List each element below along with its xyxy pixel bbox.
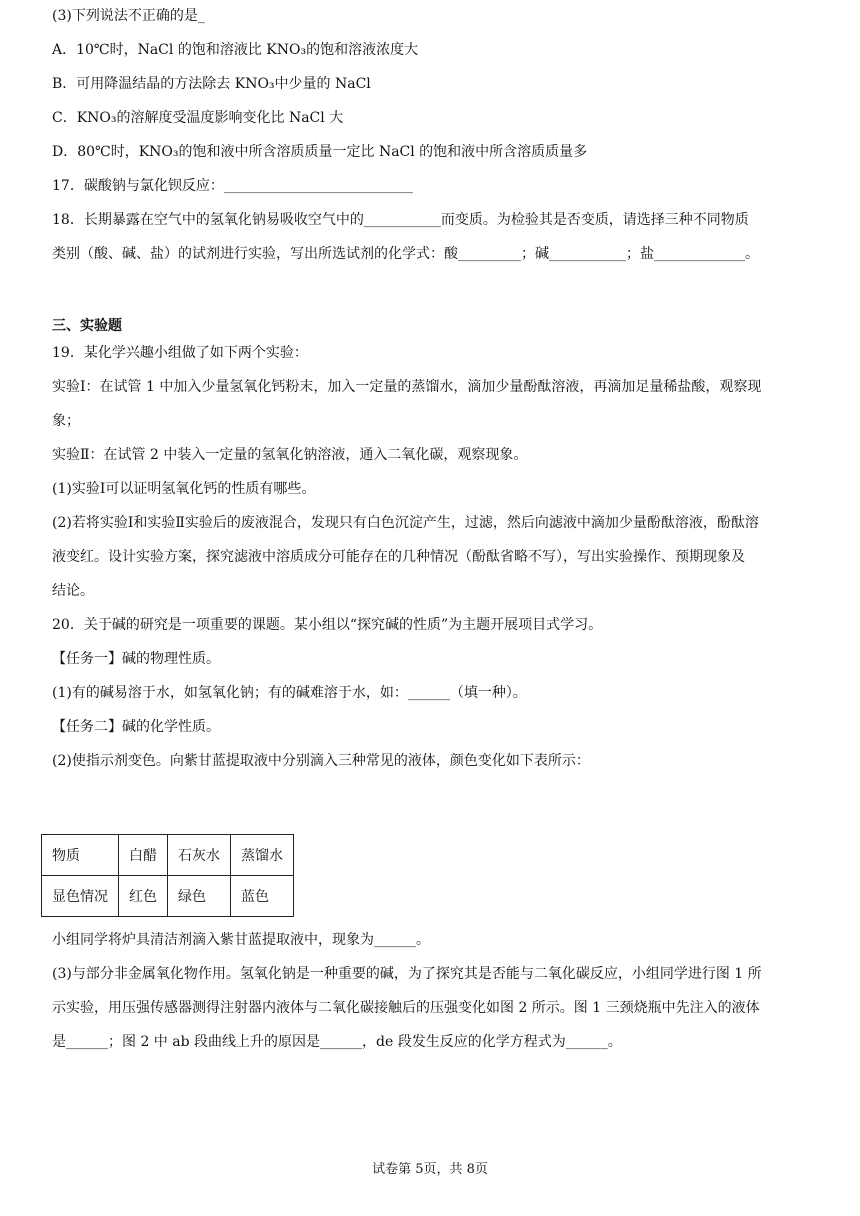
table-cell: 蓝色	[231, 876, 294, 917]
question-19-sub2-line1: (2)若将实验Ⅰ和实验Ⅱ实验后的废液混合，发现只有白色沉淀产生，过滤，然后向滤液中滴加少量酚酞溶液，酚酞溶	[52, 515, 759, 531]
q16-3-option-c: C．KNO₃的溶解度受温度影响变化比 NaCl 大	[52, 110, 344, 126]
question-18-line2: 类别（酸、碱、盐）的试剂进行实验，写出所选试剂的化学式：酸_________；碱___________；盐_____________。	[52, 246, 759, 262]
question-19-exp2: 实验Ⅱ：在试管 2 中装入一定量的氢氧化钠溶液，通入二氧化碳，观察现象。	[52, 447, 528, 463]
table-cell: 绿色	[168, 876, 231, 917]
question-18-line1: 18．长期暴露在空气中的氢氧化钠易吸收空气中的___________而变质。为检验其是否变质，请选择三种不同物质	[52, 212, 749, 228]
table-row	[42, 835, 294, 876]
question-19-exp1-line1: 实验Ⅰ：在试管 1 中加入少量氢氧化钙粉末，加入一定量的蒸馏水，滴加少量酚酞溶液，再滴加足量稀盐酸，观察现	[52, 379, 762, 395]
question-20-after-table: 小组同学将炉具清洁剂滴入紫甘蓝提取液中，现象为______。	[52, 932, 430, 948]
table-cell: 红色	[119, 876, 168, 917]
question-19-stem: 19．某化学兴趣小组做了如下两个实验：	[52, 345, 308, 361]
table-row	[42, 876, 294, 917]
question-19-sub1: (1)实验Ⅰ可以证明氢氧化钙的性质有哪些。	[52, 481, 316, 497]
table-cell: 物质	[42, 835, 119, 876]
question-20-sub3-line3: 是______；图 2 中 ab 段曲线上升的原因是______，de 段发生反应的化学方程式为______。	[52, 1034, 622, 1050]
question-20-stem: 20．关于碱的研究是一项重要的课题。某小组以“探究碱的性质”为主题开展项目式学习。	[52, 617, 603, 633]
question-20-sub3-line1: (3)与部分非金属氧化物作用。氢氧化钠是一种重要的碱，为了探究其是否能与二氧化碳反应，小组同学进行图 1 所	[52, 966, 762, 982]
question-20-task2: 【任务二】碱的化学性质。	[52, 719, 220, 735]
question-19-sub2-line3: 结论。	[52, 583, 94, 599]
table-cell: 显色情况	[42, 876, 119, 917]
question-19-exp1-line2: 象；	[52, 413, 80, 429]
q16-3-option-b: B．可用降温结晶的方法除去 KNO₃中少量的 NaCl	[52, 76, 371, 92]
q16-3-stem: (3)下列说法不正确的是_	[52, 8, 205, 24]
question-20-sub3-line2: 示实验，用压强传感器测得注射器内液体与二氧化碳接触后的压强变化如图 2 所示。图 1 三颈烧瓶中先注入的液体	[52, 1000, 760, 1016]
question-20-sub1: (1)有的碱易溶于水，如氢氧化钠；有的碱难溶于水，如：______（填一种）。	[52, 685, 527, 701]
question-20-sub2: (2)使指示剂变色。向紫甘蓝提取液中分别滴入三种常见的液体，颜色变化如下表所示：	[52, 753, 590, 769]
question-20-task1: 【任务一】碱的物理性质。	[52, 651, 220, 667]
page-footer: 试卷第 5页，共 8页	[372, 1162, 488, 1177]
table-cell: 蒸馏水	[231, 835, 294, 876]
q16-3-option-d: D．80℃时，KNO₃的饱和液中所含溶质质量一定比 NaCl 的饱和液中所含溶质质量多	[52, 144, 588, 160]
color-change-table	[41, 834, 294, 917]
table-cell: 白醋	[119, 835, 168, 876]
table-cell: 石灰水	[168, 835, 231, 876]
section-title-experiments: 三、实验题	[52, 318, 122, 334]
question-17: 17．碳酸钠与氯化钡反应：___________________________	[52, 178, 413, 194]
q16-3-option-a: A．10℃时，NaCl 的饱和溶液比 KNO₃的饱和溶液浓度大	[52, 42, 419, 58]
question-19-sub2-line2: 液变红。设计实验方案，探究滤液中溶质成分可能存在的几种情况（酚酞省略不写），写出实验操作、预期现象及	[52, 549, 745, 565]
